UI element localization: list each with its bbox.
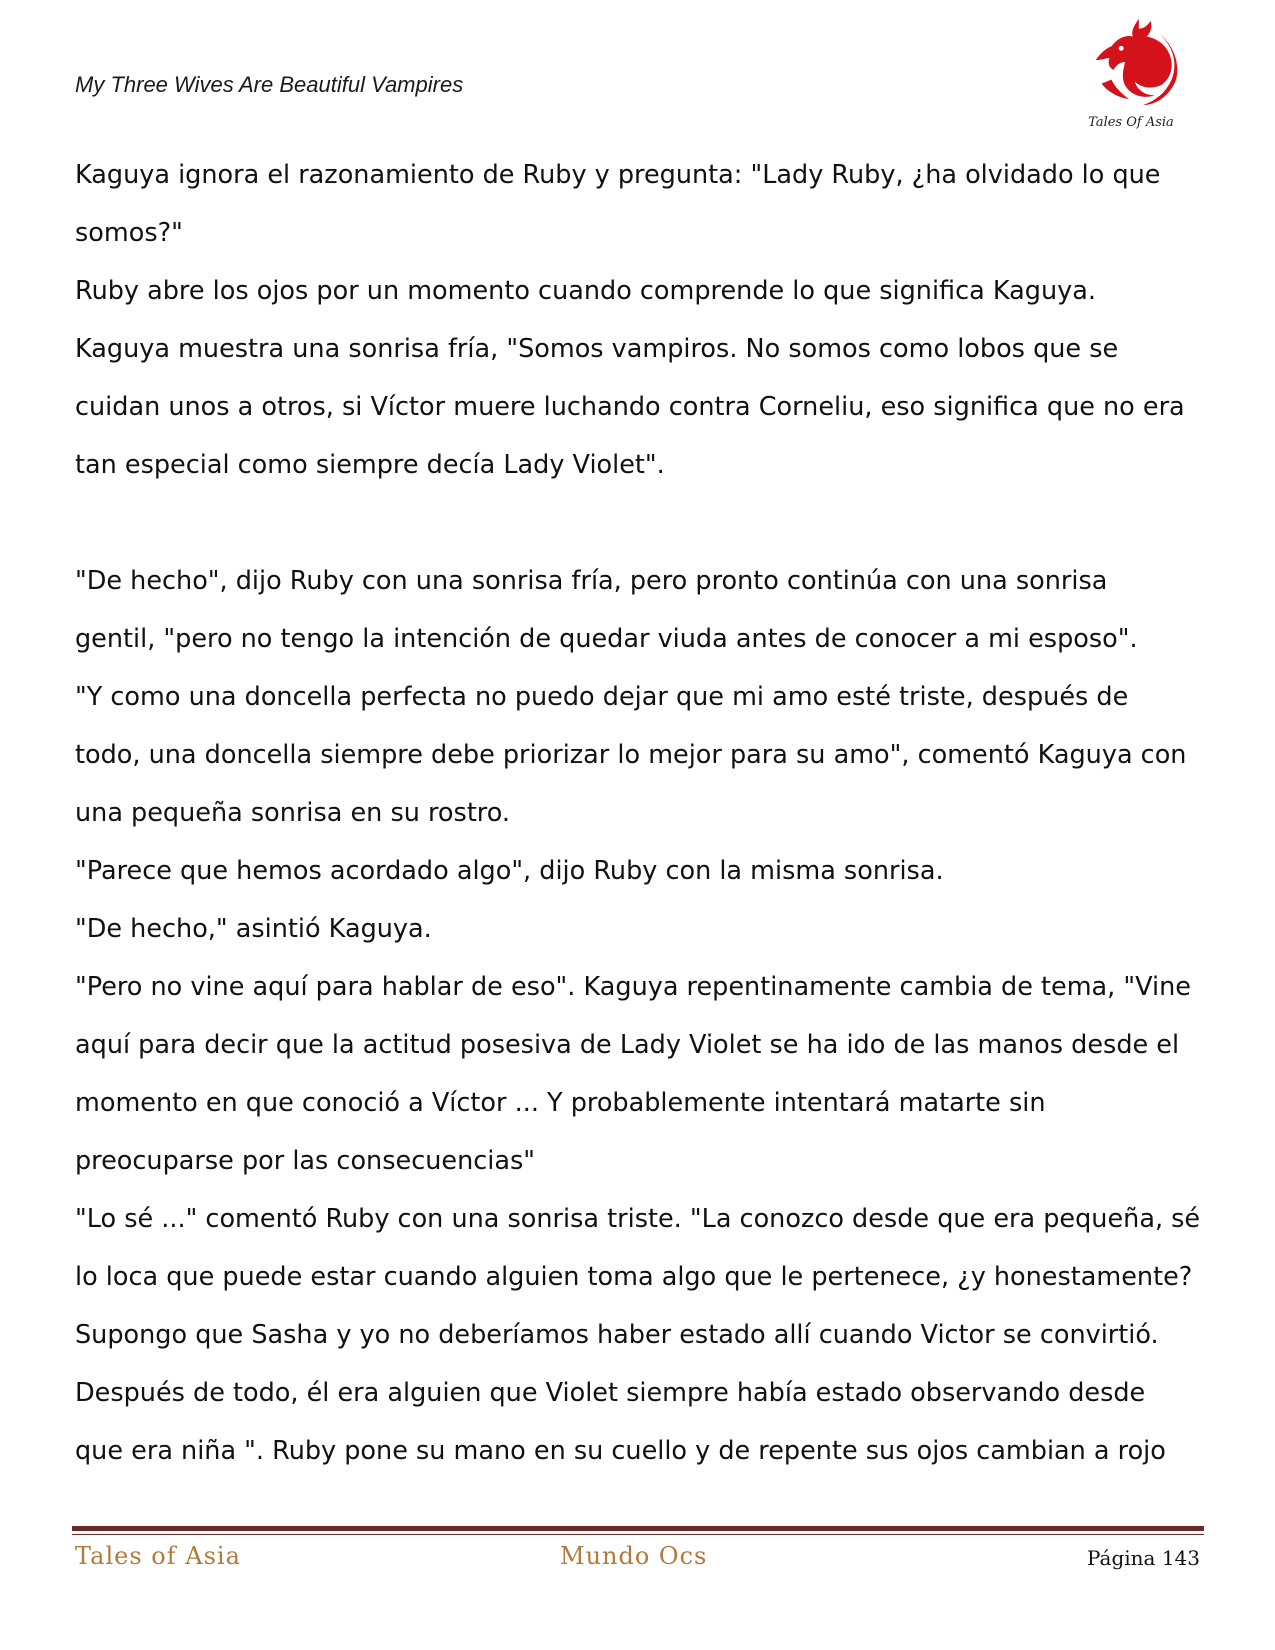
text-line: preocuparse por las consecuencias" — [75, 1146, 535, 1176]
text-line: aquí para decir que la actitud posesiva de Lady Violet se ha ido de las manos desde el — [75, 1030, 1180, 1060]
text-line: Ruby abre los ojos por un momento cuando comprende lo que significa Kaguya. — [75, 276, 1096, 306]
text-line: momento en que conoció a Víctor ... Y probablemente intentará matarte sin — [75, 1088, 1046, 1118]
footer-brand: Tales of Asia — [75, 1542, 241, 1570]
text-line: "Lo sé ..." comentó Ruby con una sonrisa triste. "La conozco desde que era pequeña, sé — [75, 1204, 1201, 1234]
text-line: Kaguya muestra una sonrisa fría, "Somos vampiros. No somos como lobos que se — [75, 334, 1119, 364]
text-line: gentil, "pero no tengo la intención de quedar viuda antes de conocer a mi esposo". — [75, 624, 1138, 654]
text-line: "De hecho", dijo Ruby con una sonrisa fría, pero pronto continúa con una sonrisa — [75, 566, 1108, 596]
page-number: Página 143 — [1086, 1546, 1200, 1570]
logo-text: Tales Of Asia — [1088, 115, 1174, 130]
text-line: cuidan unos a otros, si Víctor muere luchando contra Corneliu, eso significa que no era — [75, 392, 1185, 422]
footer-center-label: Mundo Ocs — [560, 1542, 708, 1570]
text-line: "Y como una doncella perfecta no puedo dejar que mi amo esté triste, después de — [75, 682, 1129, 712]
text-line: "De hecho," asintió Kaguya. — [75, 914, 432, 944]
text-line: que era niña ". Ruby pone su mano en su cuello y de repente sus ojos cambian a rojo — [75, 1436, 1166, 1466]
text-line: tan especial como siempre decía Lady Violet". — [75, 450, 665, 480]
text-line: "Parece que hemos acordado algo", dijo Ruby con la misma sonrisa. — [75, 856, 944, 886]
tales-of-asia-logo — [1082, 14, 1180, 136]
footer-rule-thick — [72, 1526, 1204, 1531]
text-line: Kaguya ignora el razonamiento de Ruby y pregunta: "Lady Ruby, ¿ha olvidado lo que — [75, 160, 1161, 190]
text-line: todo, una doncella siempre debe priorizar lo mejor para su amo", comentó Kaguya con — [75, 740, 1187, 770]
red-dragon-icon — [1082, 14, 1180, 114]
header-title: My Three Wives Are Beautiful Vampires — [75, 72, 464, 97]
footer-rule-thin — [72, 1534, 1204, 1535]
text-line: Después de todo, él era alguien que Violet siempre había estado observando desde — [75, 1378, 1146, 1408]
text-line: una pequeña sonrisa en su rostro. — [75, 798, 510, 828]
text-line: "Pero no vine aquí para hablar de eso". Kaguya repentinamente cambia de tema, "Vine — [75, 972, 1191, 1002]
body-text — [75, 146, 1200, 1480]
text-line: Supongo que Sasha y yo no deberíamos haber estado allí cuando Victor se convirtió. — [75, 1320, 1159, 1350]
blank-line — [75, 494, 1200, 552]
text-line: somos?" — [75, 218, 183, 248]
text-line: lo loca que puede estar cuando alguien toma algo que le pertenece, ¿y honestamente? — [75, 1262, 1193, 1292]
